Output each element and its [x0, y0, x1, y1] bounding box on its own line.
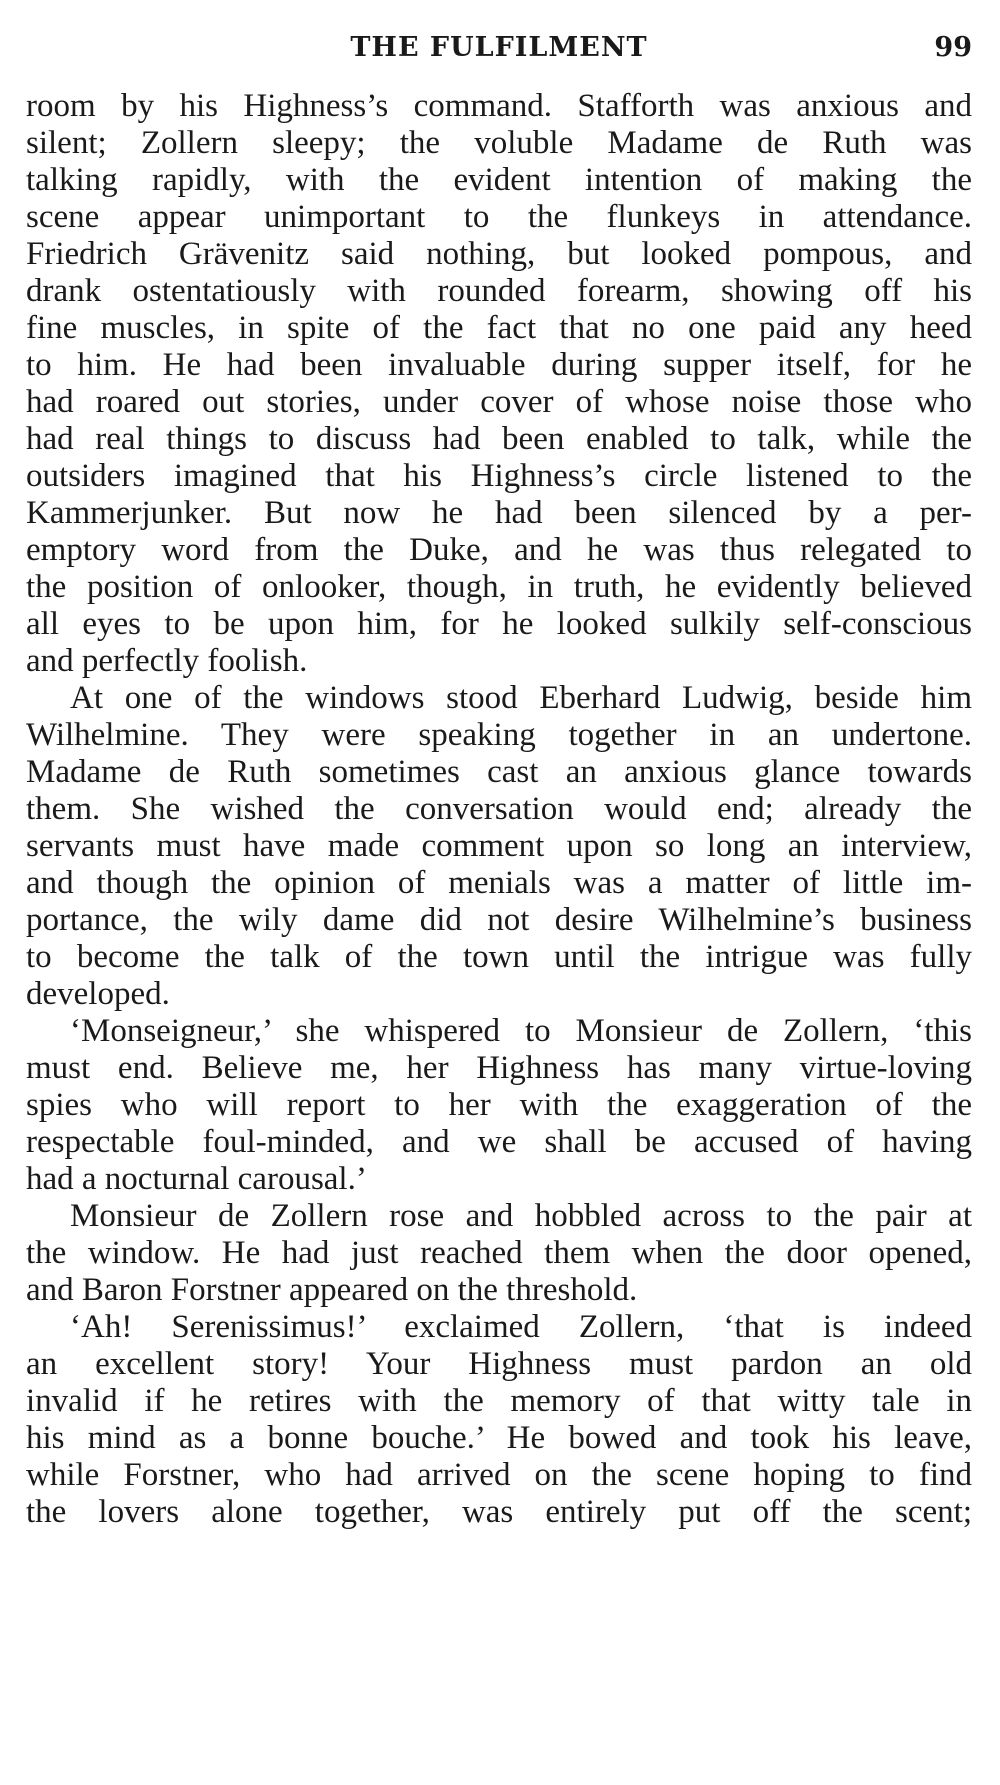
text-line: Monsieur de Zollern rose and hobbled across to the pair at — [70, 1198, 972, 1234]
text-line: had real things to discuss had been enabled to talk, while the — [26, 421, 972, 457]
text-line: ‘Monseigneur,’ she whispered to Monsieur de Zollern, ‘this — [70, 1013, 972, 1049]
text-line: At one of the windows stood Eberhard Ludwig, beside him — [70, 680, 972, 716]
text-line: had a nocturnal carousal.’ — [26, 1161, 367, 1197]
text-line: while Forstner, who had arrived on the scene hoping to find — [26, 1457, 972, 1493]
text-line: Friedrich Grävenitz said nothing, but looked pompous, and — [26, 236, 972, 272]
text-line: the lovers alone together, was entirely put off the scent; — [26, 1494, 972, 1530]
text-line: his mind as a bonne bouche.’ He bowed and took his leave, — [26, 1420, 972, 1456]
text-line: invalid if he retires with the memory of that witty tale in — [26, 1383, 972, 1419]
text-line: Madame de Ruth sometimes cast an anxious glance towards — [26, 754, 972, 790]
text-line: an excellent story! Your Highness must pardon an old — [26, 1346, 972, 1382]
text-line: respectable foul-minded, and we shall be accused of having — [26, 1124, 972, 1160]
text-line: developed. — [26, 976, 170, 1012]
text-line: portance, the wily dame did not desire Wilhelmine’s business — [26, 902, 972, 938]
text-line: and though the opinion of menials was a matter of little im- — [26, 865, 972, 901]
text-line: silent; Zollern sleepy; the voluble Madame de Ruth was — [26, 125, 972, 161]
running-title: THE FULFILMENT — [350, 32, 648, 63]
text-line: fine muscles, in spite of the fact that no one paid any heed — [26, 310, 972, 346]
text-line: and Baron Forstner appeared on the threshold. — [26, 1272, 638, 1308]
text-line: to become the talk of the town until the intrigue was fully — [26, 939, 972, 975]
text-line: all eyes to be upon him, for he looked sulkily self-conscious — [26, 606, 972, 642]
text-line: must end. Believe me, her Highness has many virtue-loving — [26, 1050, 972, 1086]
text-line: ‘Ah! Serenissimus!’ exclaimed Zollern, ‘that is indeed — [70, 1309, 972, 1345]
text-line: scene appear unimportant to the flunkeys in attendance. — [26, 199, 972, 235]
text-line: Kammerjunker. But now he had been silenced by a per- — [26, 495, 972, 531]
text-line: emptory word from the Duke, and he was thus relegated to — [26, 532, 972, 568]
running-head — [26, 28, 972, 68]
text-line: drank ostentatiously with rounded forearm, showing off his — [26, 273, 972, 309]
text-line: to him. He had been invaluable during supper itself, for he — [26, 347, 972, 383]
text-line: the window. He had just reached them when the door opened, — [26, 1235, 972, 1271]
text-line: and perfectly foolish. — [26, 643, 308, 679]
text-line: talking rapidly, with the evident intention of making the — [26, 162, 972, 198]
text-line: outsiders imagined that his Highness’s circle listened to the — [26, 458, 972, 494]
text-line: the position of onlooker, though, in truth, he evidently believed — [26, 569, 972, 605]
text-line: room by his Highness’s command. Stafforth was anxious and — [26, 88, 972, 124]
text-line: spies who will report to her with the exaggeration of the — [26, 1087, 972, 1123]
text-line: them. She wished the conversation would end; already the — [26, 791, 972, 827]
text-line: Wilhelmine. They were speaking together in an undertone. — [26, 717, 972, 753]
text-line: servants must have made comment upon so long an interview, — [26, 828, 972, 864]
text-line: had roared out stories, under cover of whose noise those who — [26, 384, 972, 420]
page-number: 99 — [934, 32, 972, 63]
